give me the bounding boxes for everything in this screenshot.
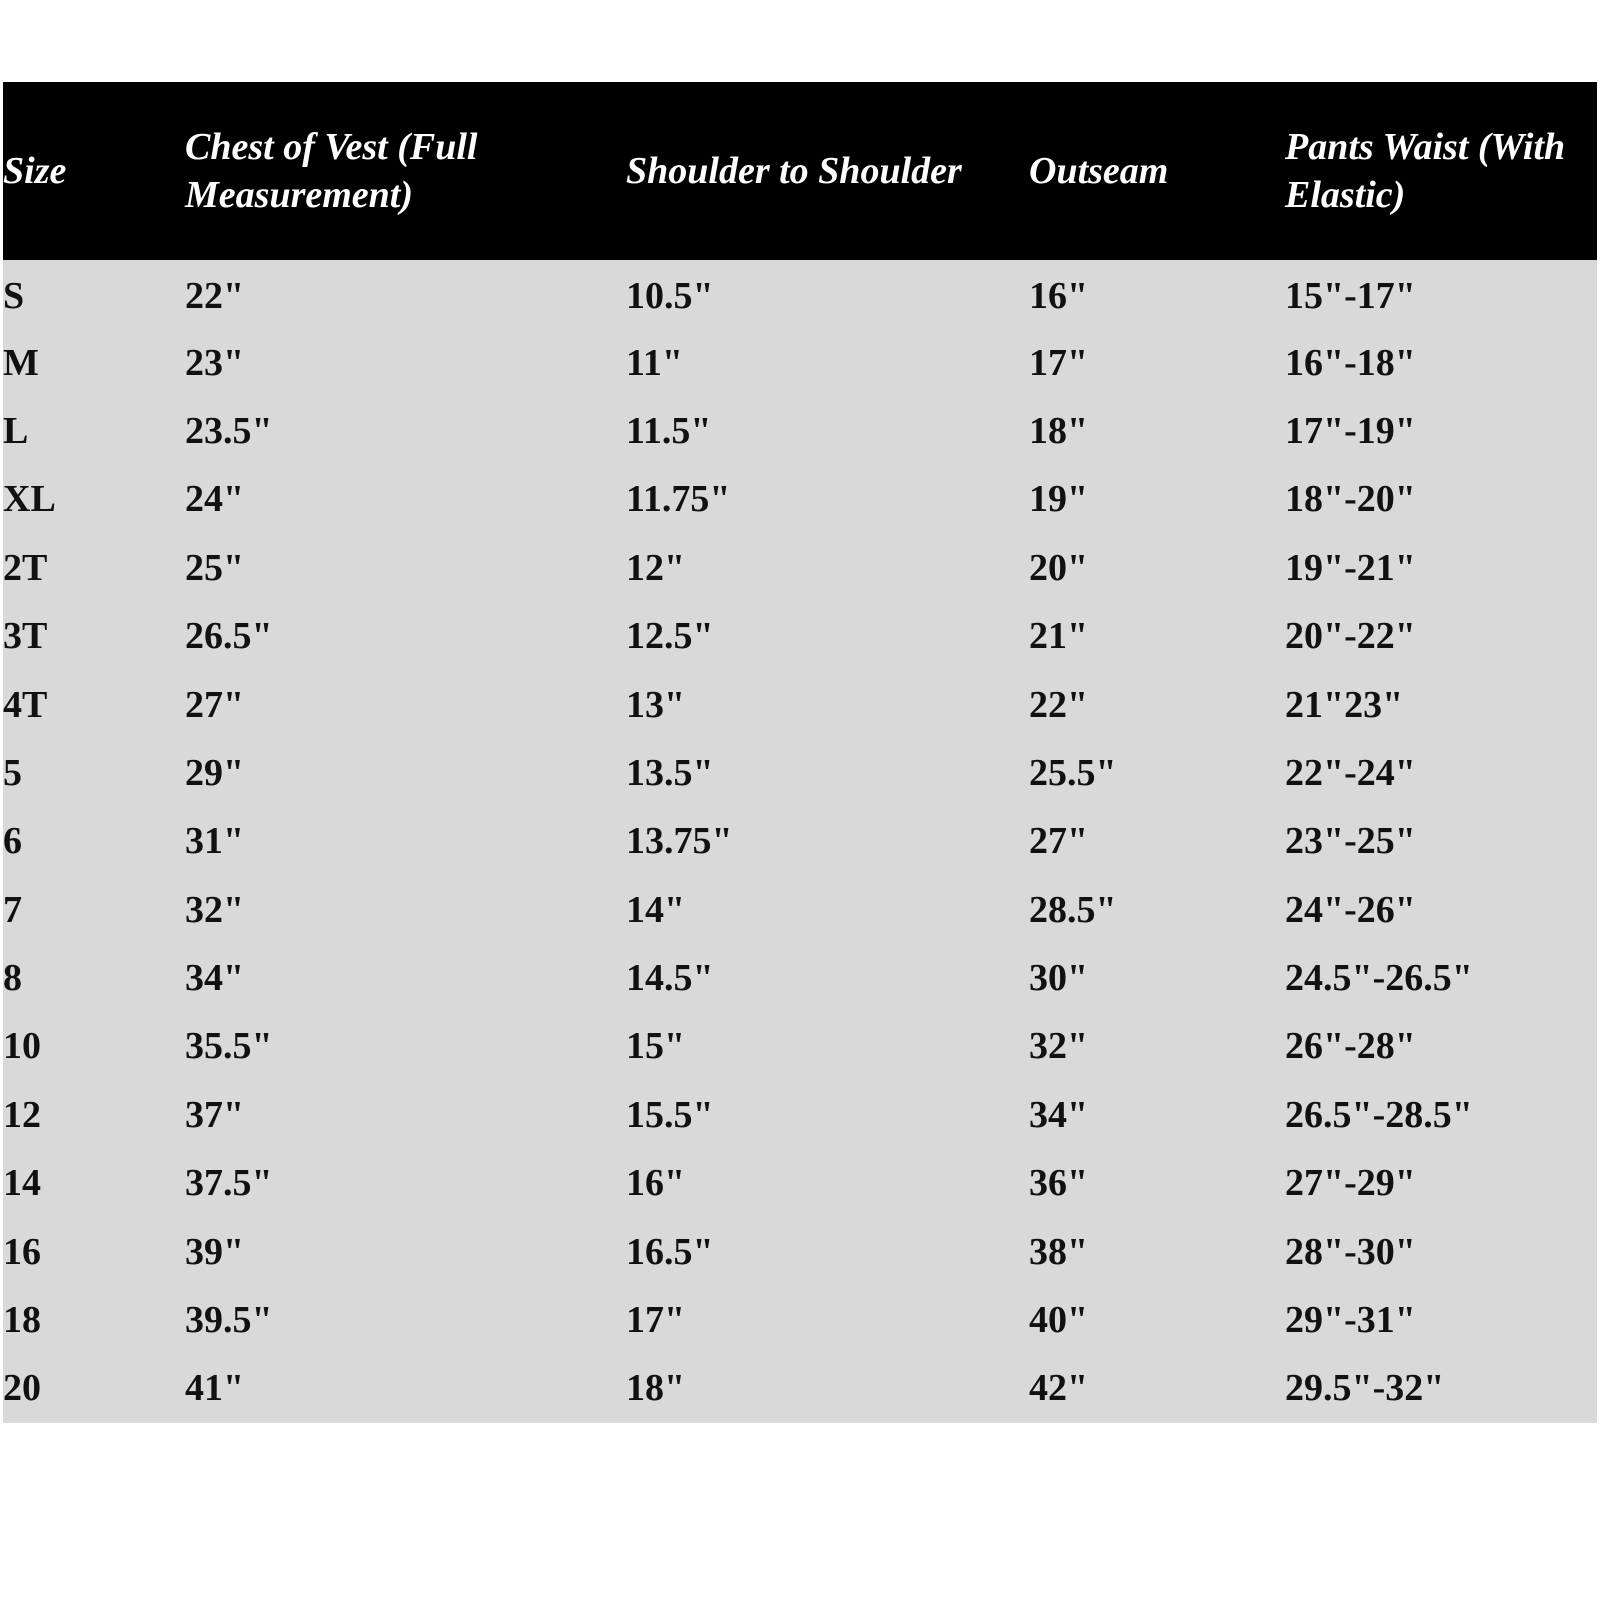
cell-size: 20: [3, 1367, 41, 1410]
cell-chest: 26.5": [185, 615, 273, 658]
cell-shoulder: 13.75": [626, 820, 733, 863]
cell-chest: 32": [185, 888, 245, 931]
cell-shoulder: 17": [626, 1299, 686, 1342]
cell-pants-waist: 22"-24": [1285, 751, 1416, 794]
header-row: [3, 82, 1597, 260]
cell-size: 18: [3, 1299, 41, 1342]
cell-outseam: 42": [1029, 1367, 1089, 1410]
cell-size: 5: [3, 751, 22, 794]
table-row: [3, 602, 1597, 670]
cell-outseam: 36": [1029, 1162, 1089, 1205]
cell-shoulder: 10.5": [626, 275, 714, 318]
cell-pants-waist: 26"-28": [1285, 1025, 1416, 1068]
cell-pants-waist: 16"-18": [1285, 341, 1416, 384]
cell-size: 7: [3, 888, 22, 931]
table-body: [3, 260, 1597, 1423]
cell-outseam: 21": [1029, 615, 1089, 658]
table-row: [3, 1012, 1597, 1080]
cell-pants-waist: 15"-17": [1285, 275, 1416, 318]
cell-outseam: 25.5": [1029, 751, 1117, 794]
cell-outseam: 40": [1029, 1299, 1089, 1342]
cell-chest: 23.5": [185, 409, 273, 452]
cell-shoulder: 11.5": [626, 409, 712, 452]
cell-chest: 37.5": [185, 1162, 273, 1205]
cell-shoulder: 13": [626, 683, 686, 726]
cell-size: 14: [3, 1162, 41, 1205]
cell-outseam: 17": [1029, 341, 1089, 384]
cell-size: 4T: [3, 683, 48, 726]
table-row: [3, 1081, 1597, 1149]
cell-pants-waist: 18"-20": [1285, 478, 1416, 521]
cell-pants-waist: 21"23": [1285, 683, 1404, 726]
cell-outseam: 16": [1029, 275, 1089, 318]
cell-size: S: [3, 275, 25, 318]
cell-shoulder: 16": [626, 1162, 686, 1205]
cell-pants-waist: 28"-30": [1285, 1230, 1416, 1273]
table-row: [3, 328, 1597, 396]
cell-shoulder: 12": [626, 546, 686, 589]
header-pants-waist: Pants Waist (With Elastic): [1285, 126, 1566, 216]
cell-outseam: 28.5": [1029, 888, 1117, 931]
table-row: [3, 465, 1597, 533]
cell-shoulder: 16.5": [626, 1230, 714, 1273]
cell-chest: 41": [185, 1367, 245, 1410]
cell-size: XL: [3, 478, 56, 521]
size-chart-table: [3, 82, 1597, 1423]
cell-shoulder: 12.5": [626, 615, 714, 658]
cell-pants-waist: 19"-21": [1285, 546, 1416, 589]
header-shoulder-to-shoulder: Shoulder to Shoulder: [626, 150, 962, 192]
cell-pants-waist: 24.5"-26.5": [1285, 957, 1473, 1000]
cell-outseam: 32": [1029, 1025, 1089, 1068]
cell-shoulder: 14.5": [626, 957, 714, 1000]
table-row: [3, 397, 1597, 465]
cell-shoulder: 15.5": [626, 1093, 714, 1136]
table-row: [3, 670, 1597, 738]
cell-chest: 37": [185, 1093, 245, 1136]
table-row: [3, 1286, 1597, 1354]
cell-pants-waist: 26.5"-28.5": [1285, 1093, 1473, 1136]
table-row: [3, 876, 1597, 944]
cell-pants-waist: 29"-31": [1285, 1299, 1416, 1342]
cell-shoulder: 11": [626, 341, 683, 384]
cell-outseam: 34": [1029, 1093, 1089, 1136]
cell-chest: 39": [185, 1230, 245, 1273]
cell-chest: 29": [185, 751, 245, 794]
header-outseam: Outseam: [1029, 150, 1169, 192]
cell-shoulder: 13.5": [626, 751, 714, 794]
cell-pants-waist: 27"-29": [1285, 1162, 1416, 1205]
table-row: [3, 1354, 1597, 1422]
table-row: [3, 944, 1597, 1012]
cell-pants-waist: 23"-25": [1285, 820, 1416, 863]
cell-size: M: [3, 341, 39, 384]
cell-size: 10: [3, 1025, 41, 1068]
cell-outseam: 18": [1029, 409, 1089, 452]
cell-chest: 24": [185, 478, 245, 521]
cell-shoulder: 14": [626, 888, 686, 931]
cell-size: 16: [3, 1230, 41, 1273]
cell-shoulder: 18": [626, 1367, 686, 1410]
table-row: [3, 260, 1597, 328]
cell-pants-waist: 20"-22": [1285, 615, 1416, 658]
cell-outseam: 22": [1029, 683, 1089, 726]
cell-size: 8: [3, 957, 22, 1000]
cell-size: 2T: [3, 546, 48, 589]
cell-pants-waist: 29.5"-32": [1285, 1367, 1445, 1410]
cell-shoulder: 11.75": [626, 478, 731, 521]
table-row: [3, 739, 1597, 807]
cell-chest: 23": [185, 341, 245, 384]
cell-chest: 34": [185, 957, 245, 1000]
cell-chest: 25": [185, 546, 245, 589]
cell-outseam: 20": [1029, 546, 1089, 589]
header-size: Size: [3, 150, 67, 192]
cell-outseam: 30": [1029, 957, 1089, 1000]
header-chest-of-vest: Chest of Vest (Full Measurement): [185, 126, 478, 216]
cell-outseam: 27": [1029, 820, 1089, 863]
cell-size: L: [3, 409, 29, 452]
cell-outseam: 19": [1029, 478, 1089, 521]
table-header: [3, 82, 1597, 260]
cell-chest: 31": [185, 820, 245, 863]
cell-shoulder: 15": [626, 1025, 686, 1068]
table-row: [3, 1149, 1597, 1217]
table-row: [3, 807, 1597, 875]
cell-pants-waist: 24"-26": [1285, 888, 1416, 931]
cell-chest: 35.5": [185, 1025, 273, 1068]
cell-outseam: 38": [1029, 1230, 1089, 1273]
cell-chest: 22": [185, 275, 245, 318]
table-row: [3, 534, 1597, 602]
cell-size: 12: [3, 1093, 41, 1136]
cell-size: 6: [3, 820, 22, 863]
cell-size: 3T: [3, 615, 48, 658]
cell-chest: 39.5": [185, 1299, 273, 1342]
table-row: [3, 1217, 1597, 1285]
cell-pants-waist: 17"-19": [1285, 409, 1416, 452]
cell-chest: 27": [185, 683, 245, 726]
